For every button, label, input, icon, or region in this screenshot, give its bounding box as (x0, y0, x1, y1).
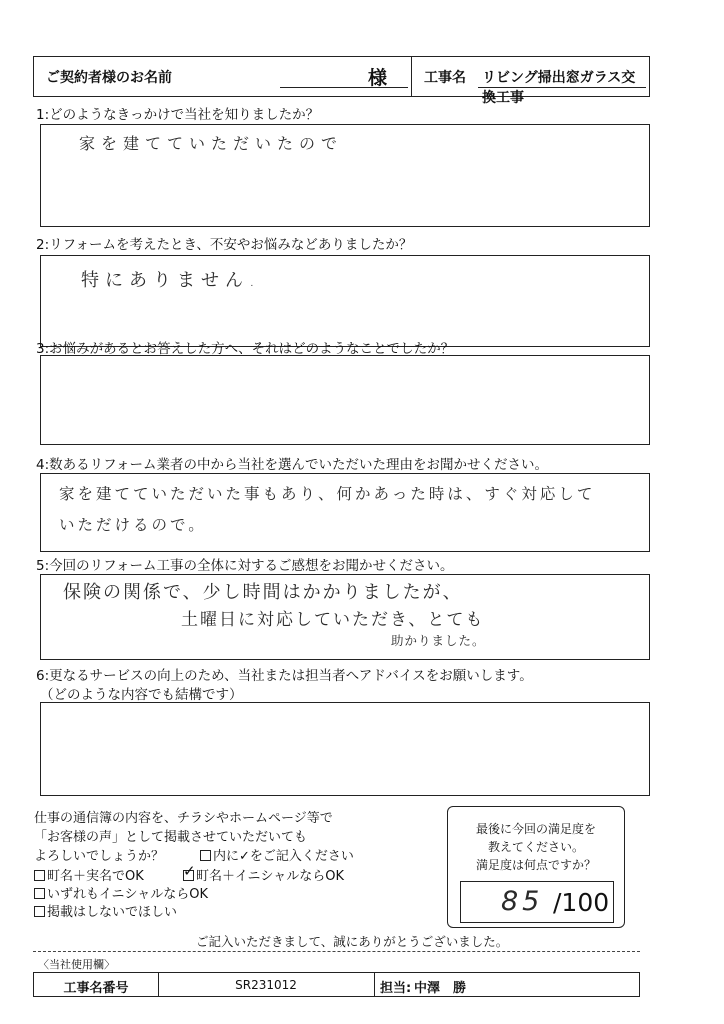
option-2-checkbox[interactable] (183, 862, 196, 881)
option-2-label: 町名＋イニシャルならOK (196, 869, 344, 884)
consent-option-3[interactable] (34, 883, 208, 902)
question-6-label: 6:更なるサービスの向上のため、当社または担当者へアドバイスをお願いします。 (36, 668, 533, 684)
consent-instruction-text: 内に✓をご記入ください (213, 849, 354, 864)
question-6-sublabel: （どのような内容でも結構です） (40, 687, 243, 703)
consent-instruction (200, 845, 354, 864)
question-4-answer-line-2: いただけるので。 (59, 516, 207, 534)
question-5-answer-line-2: 土曜日に対応していただき、とても (181, 610, 485, 630)
consent-line-2: 「お客様の声」として掲載させていただいても (34, 830, 308, 845)
office-divider-2 (374, 973, 375, 996)
score-value: 85 (501, 886, 544, 917)
question-2-answer-line-1: 特にありません. (81, 270, 261, 291)
question-4-answer-box (40, 473, 650, 552)
option-3-label: いずれもイニシャルならOK (47, 887, 208, 902)
score-max: /100 (553, 888, 610, 917)
question-3-answer-box (40, 355, 650, 445)
consent-line-1: 仕事の通信簿の内容を、チラシやホームページ等で (34, 811, 333, 826)
separator-dashed-line (33, 951, 640, 952)
project-name: リビング掃出窓ガラス交換工事 (482, 70, 636, 106)
sama-label: 様 (368, 67, 388, 89)
option-1-label: 町名＋実名でOK (47, 869, 144, 884)
question-2-answer-box (40, 255, 650, 347)
question-5-label: 5:今回のリフォーム工事の全体に対するご感想をお聞かせください。 (36, 558, 454, 574)
question-1-answer-box (40, 124, 650, 227)
question-1-answer-line-1: 家を建てていただいたので (79, 134, 344, 153)
question-4-answer-line-1: 家を建てていただいた事もあり、何かあった時は、すぐ対応して (59, 485, 596, 503)
project-name-line (478, 87, 646, 88)
project-number-label: 工事名番号 (63, 981, 129, 996)
question-2-label: 2:リフォームを考えたとき、不安やお悩みなどありましたか？ (36, 237, 413, 253)
office-use-label: 〈当社使用欄〉 (38, 958, 115, 971)
satisfaction-box (447, 806, 625, 928)
consent-option-4[interactable] (34, 901, 177, 920)
consent-line-3: よろしいでしょうか？ (34, 849, 165, 864)
customer-label: ご契約者様のお名前 (46, 70, 172, 86)
score-box (460, 881, 614, 923)
header-divider (411, 57, 412, 96)
satisfaction-prompt-2: 教えてください。 (487, 840, 584, 854)
question-5-answer-line-3: 助かりました。 (391, 633, 486, 648)
question-1-label: 1:どのようなきっかけで当社を知りましたか？ (36, 107, 320, 123)
staff-name: 中澤 勝 (414, 981, 467, 996)
question-6-answer-box (40, 702, 650, 796)
office-use-table (33, 972, 640, 997)
thanks-message: ご記入いただきまして、誠にありがとうございました。 (196, 934, 509, 949)
question-4-label: 4:数あるリフォーム業者の中から当社を選んでいただいた理由をお聞かせください。 (36, 457, 548, 473)
question-3-label: 3:お悩みがあるとお答えした方へ、それはどのようなことでしたか？ (36, 341, 455, 357)
header-box (33, 56, 650, 106)
question-5-answer-line-1: 保険の関係で、少し時間はかかりましたが、 (63, 582, 463, 603)
customer-name-line (280, 87, 408, 88)
satisfaction-prompt-3: 満足度は何点ですか？ (475, 858, 596, 872)
check-mark-icon: ✓ (183, 862, 196, 880)
consent-option-1[interactable] (34, 865, 144, 884)
consent-option-2[interactable] (183, 862, 344, 884)
project-number-value: SR231012 (235, 978, 297, 992)
option-3-checkbox[interactable] (34, 888, 45, 899)
option-1-checkbox[interactable] (34, 870, 45, 881)
staff-label: 担当: (380, 981, 412, 996)
question-5-answer-box (40, 574, 650, 660)
project-label: 工事名 (424, 70, 466, 86)
instruction-checkbox-sample (200, 850, 211, 861)
option-4-label: 掲載はしないでほしい (47, 905, 178, 920)
satisfaction-prompt-1: 最後に今回の満足度を (475, 822, 596, 836)
option-4-checkbox[interactable] (34, 906, 45, 917)
